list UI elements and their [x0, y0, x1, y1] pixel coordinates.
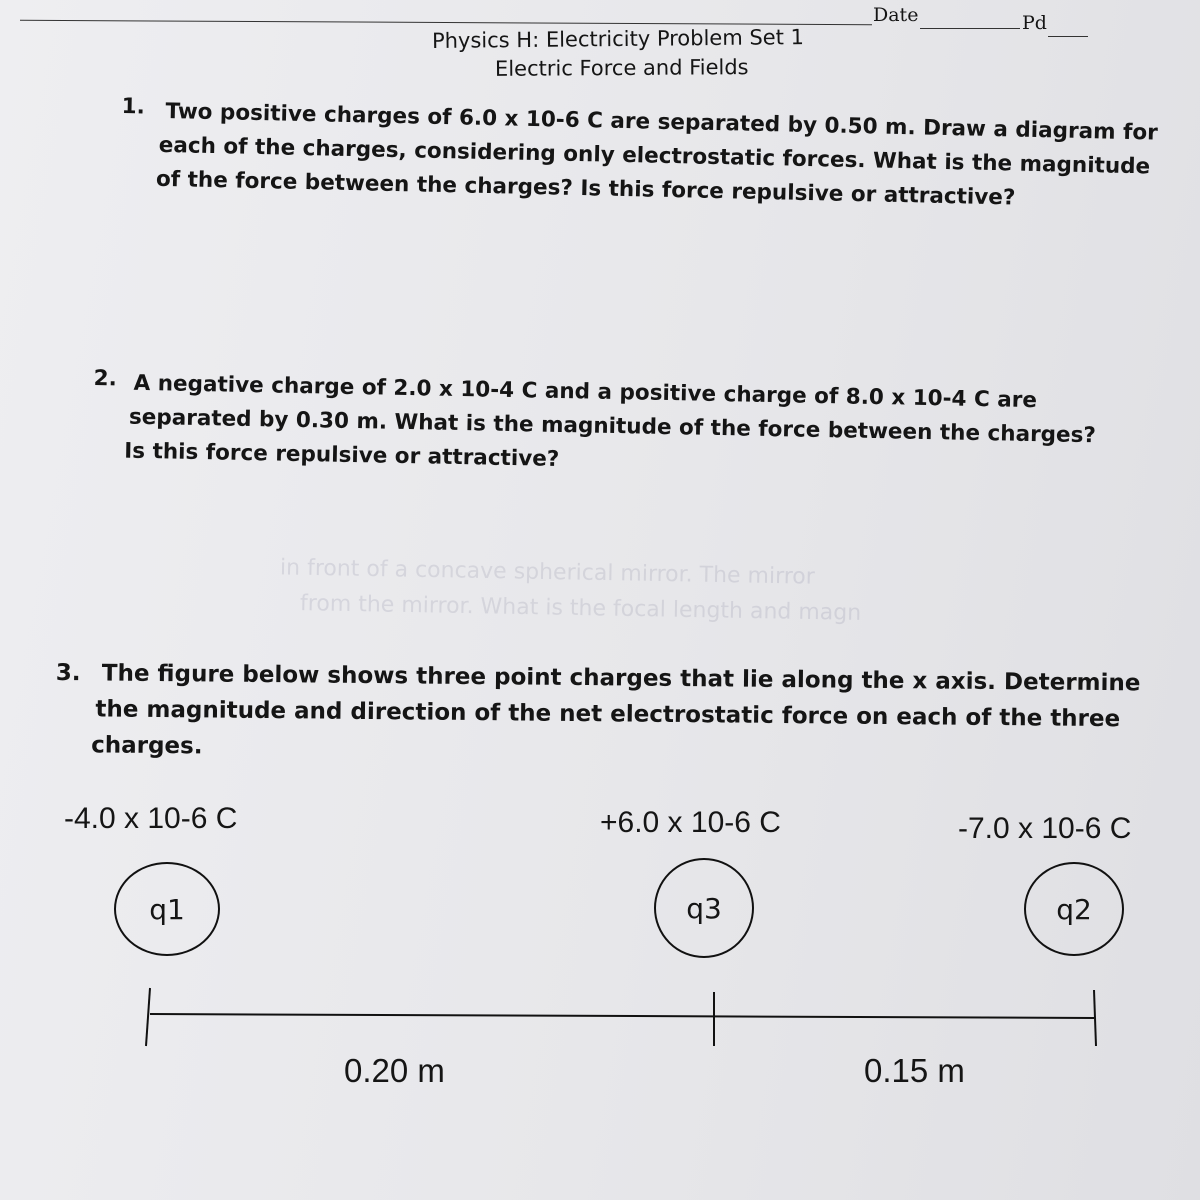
question-line: charges. — [91, 732, 203, 760]
axis-line — [150, 1014, 1094, 1018]
question-number: 1. — [121, 93, 146, 120]
bleed-through-text: from the mirror. What is the focal length and magn — [299, 591, 862, 626]
charge-name-q1: q1 — [149, 892, 185, 926]
charge-circle-q3 — [654, 858, 754, 958]
period-label: Pd — [1022, 12, 1047, 34]
question-line: The figure below shows three point charges that lie along the x axis. Determine — [101, 660, 1141, 697]
axis-tick-left — [146, 988, 150, 1046]
distance-axis — [0, 980, 1200, 1050]
charge-name-q2: q2 — [1056, 892, 1092, 926]
question-line: Two positive charges of 6.0 x 10-6 C are separated by 0.50 m. Draw a diagram for — [165, 98, 1159, 146]
page-subtitle: Electric Force and Fields — [494, 55, 749, 81]
charge-name-q3: q3 — [686, 891, 722, 925]
charge-circle-q1 — [114, 862, 220, 956]
page-title: Physics H: Electricity Problem Set 1 — [431, 25, 805, 53]
question-number: 2. — [93, 365, 118, 392]
question-line: each of the charges, considering only electrostatic forces. What is the magnitude — [158, 132, 1151, 180]
date-label: Date — [873, 4, 919, 26]
date-line — [920, 28, 1020, 29]
question-line: A negative charge of 2.0 x 10-4 C and a positive charge of 8.0 x 10-4 C are — [133, 370, 1038, 414]
charge-value-q3: +6.0 x 10-6 C — [600, 806, 781, 839]
charge-value-q2: -7.0 x 10-6 C — [958, 812, 1132, 845]
question-line: the magnitude and direction of the net electrostatic force on each of the three — [95, 696, 1121, 733]
question-number: 3. — [55, 659, 81, 687]
bleed-through-text: in front of a concave spherical mirror. The mirror — [279, 555, 816, 590]
distance-label-q1-q3: 0.20 m — [344, 1052, 445, 1089]
period-line — [1048, 36, 1088, 37]
charge-value-q1: -4.0 x 10-6 C — [64, 802, 238, 835]
axis-tick-right — [1094, 990, 1096, 1046]
name-line — [20, 20, 872, 25]
distance-label-q3-q2: 0.15 m — [864, 1052, 965, 1089]
charge-circle-q2 — [1024, 862, 1124, 956]
question-line: separated by 0.30 m. What is the magnitude of the force between the charges? — [128, 404, 1097, 449]
question-line: Is this force repulsive or attractive? — [124, 438, 560, 472]
question-line: of the force between the charges? Is this force repulsive or attractive? — [155, 166, 1016, 211]
